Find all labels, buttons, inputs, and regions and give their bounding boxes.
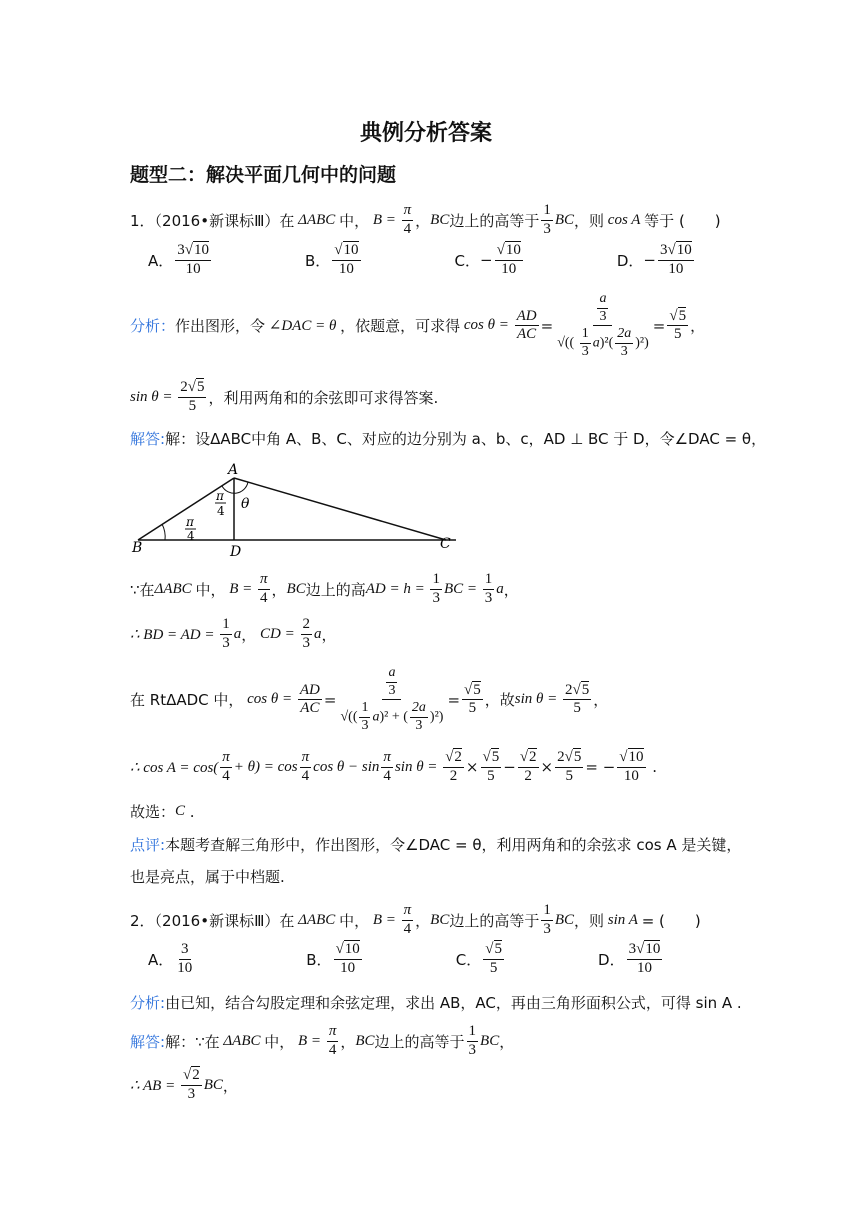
q2-answer: 解答: 解：∵在 ΔABC 中， B = $\frac{\pi}{4}$ ， BC 边上的高等于 $\frac{1}{3}$ BC ， <box>130 1023 515 1058</box>
q1-step4: ∴ cos A = cos( $\frac{\pi}{4}$ + θ) = cos $\frac{\pi}{4}$ cos θ − sin $\frac{\pi}{4}$ sin θ = $\frac{√2}{2}$ × $\frac{√5}{5}$ − $\frac{√2}{2}$ × $\frac{2√5}{5}$ = − $\frac{√10}{10}$ . <box>130 749 658 784</box>
q1-step2: ∴ BD = AD = $\frac{1}{3}$ a ， CD = $\frac{2}{3}$ a ， <box>130 616 337 651</box>
fraction: $\frac{1}{3}$ <box>543 202 551 237</box>
q1-number: 1．（2016•新课标Ⅲ）在 <box>130 211 295 230</box>
q2-text: 中， <box>339 911 370 930</box>
step-text: 在 RtΔADC 中， <box>130 691 244 710</box>
q1-text: 中， <box>339 211 370 230</box>
q2-number: 2．（2016•新课标Ⅲ）在 <box>130 911 295 930</box>
q1-step1: ∵在 ΔABC 中， B = $\frac{\pi}{4}$ ， BC 边上的高 AD = h = $\frac{1}{3}$ BC = $\frac{1}{3}$ a ， <box>130 571 519 606</box>
step-text: ，故 <box>484 691 515 710</box>
q1-options <box>148 243 696 278</box>
theta-label: θ <box>241 496 250 512</box>
section-heading: 题型二：解决平面几何中的问题 <box>130 164 397 186</box>
analysis-text: 作出图形，令 <box>175 317 266 336</box>
comment-text: 本题考查解三角形中，作出图形，令∠DAC = θ，利用两角和的余弦求 cos A 是关键， <box>165 836 742 854</box>
q1-comment <box>130 834 741 855</box>
answer-text: 边上的高等于 <box>374 1032 465 1051</box>
option-b[interactable]: B． $\frac{√10}{10}$ <box>305 242 359 277</box>
analysis-label: 分析: <box>130 994 166 1012</box>
question-1: 1．（2016•新课标Ⅲ）在 ΔABC 中， B = $\frac{\pi}{4}$ ， BC 边上的高等于 $\frac{1}{3}$ BC ，则 cos A 等于 ( ) <box>130 202 721 237</box>
choose-label: 故选： <box>130 803 176 821</box>
option-c[interactable]: C． − $\frac{√10}{10}$ <box>454 242 521 277</box>
triangle-figure <box>130 460 460 560</box>
q1-text: ，则 <box>574 211 605 230</box>
answer-label: 解答: <box>130 1032 166 1051</box>
fraction: $\frac{\pi}{4}$ <box>403 202 412 237</box>
analysis-label: 分析： <box>130 317 176 336</box>
q1-text: 等于 ( ) <box>644 211 721 230</box>
answer-label: 解答: <box>130 430 166 448</box>
option-d[interactable]: D． − $\frac{3√10}{10}$ <box>616 242 692 277</box>
svg-text:4: 4 <box>217 504 225 518</box>
vertex-d-label: D <box>230 544 242 560</box>
option-a[interactable]: A． $\frac{3}{10}$ <box>148 941 193 976</box>
q2-options <box>148 942 664 977</box>
option-a[interactable]: A． $\frac{3√10}{10}$ <box>148 242 209 277</box>
choose-value: C <box>175 803 186 819</box>
q1-text: 边上的高等于 <box>449 211 540 230</box>
svg-text:4: 4 <box>187 529 195 543</box>
q1-comment-2: 也是亮点，属于中档题. <box>130 868 285 886</box>
question-2: 2．（2016•新课标Ⅲ）在 ΔABC 中， B = $\frac{\pi}{4}$ ， BC 边上的高等于 $\frac{1}{3}$ BC ，则 sin A = ( ) <box>130 902 701 937</box>
q1-choose: 故选： C . <box>130 802 195 821</box>
vertex-a-label: A <box>228 462 239 478</box>
option-b[interactable]: B． $\frac{√10}{10}$ <box>306 941 360 976</box>
q2-text: 边上的高等于 <box>449 911 540 930</box>
analysis-text: ，依题意，可求得 <box>340 317 461 336</box>
vertex-b-label: B <box>132 540 143 556</box>
analysis-text: 由已知，结合勾股定理和余弦定理，求出 AB，AC，再由三角形面积公式，可得 sin A . <box>165 994 742 1012</box>
q2-step1: ∴ AB = $\frac{√2}{3}$ BC ， <box>130 1067 238 1102</box>
q2-text: = ( ) <box>641 911 701 930</box>
answer-text: 中， <box>264 1032 295 1051</box>
option-d[interactable]: D． $\frac{3√10}{10}$ <box>598 941 661 976</box>
q2-text: ，则 <box>574 911 605 930</box>
page-title: 典例分析答案 <box>360 121 493 146</box>
answer-text: 解：∵在 <box>165 1032 220 1051</box>
vertex-c-label: C <box>440 536 451 552</box>
step-text: 边上的高 <box>305 580 366 599</box>
step-text: ∵在 <box>130 580 155 599</box>
analysis-text: ，利用两角和的余弦即可求得答案. <box>208 388 439 407</box>
answer-text: 解：设ΔABC中角 A、B、C、对应的边分别为 a、b、c，AD ⊥ BC 于 D，令∠DAC = θ， <box>165 430 767 448</box>
comment-label: 点评: <box>130 836 166 854</box>
step-text: 中， <box>195 580 226 599</box>
q1-answer <box>130 428 766 449</box>
svg-text:π: π <box>216 489 224 503</box>
q1-step3: 在 RtΔADC 中， cos θ = $\frac{AD}{AC}$ = $\frac{a}{3}$ √(( $\frac{1}{3}$ a)² + ( $\frac{2a}{3}$ )²) = $\frac{√5}{5}$ ，故 sin θ = $\frac{2√5}{5}$ ， <box>130 665 609 734</box>
q1-analysis: 分析： 作出图形，令 ∠DAC = θ ，依题意，可求得 cos θ = $\frac{AD}{AC}$ = $\frac{a}{3}$ √(( $\frac{1}{3}$ a)²( $\frac{2a}{3}$ )²) = $\frac{√5}{5}$ ， <box>130 291 706 360</box>
q1-sin: sin θ = $\frac{2√5}{5}$ ，利用两角和的余弦即可求得答案. <box>130 379 439 414</box>
option-c[interactable]: C． $\frac{√5}{5}$ <box>455 941 503 976</box>
q2-analysis <box>130 992 742 1013</box>
svg-text:π: π <box>186 515 194 529</box>
